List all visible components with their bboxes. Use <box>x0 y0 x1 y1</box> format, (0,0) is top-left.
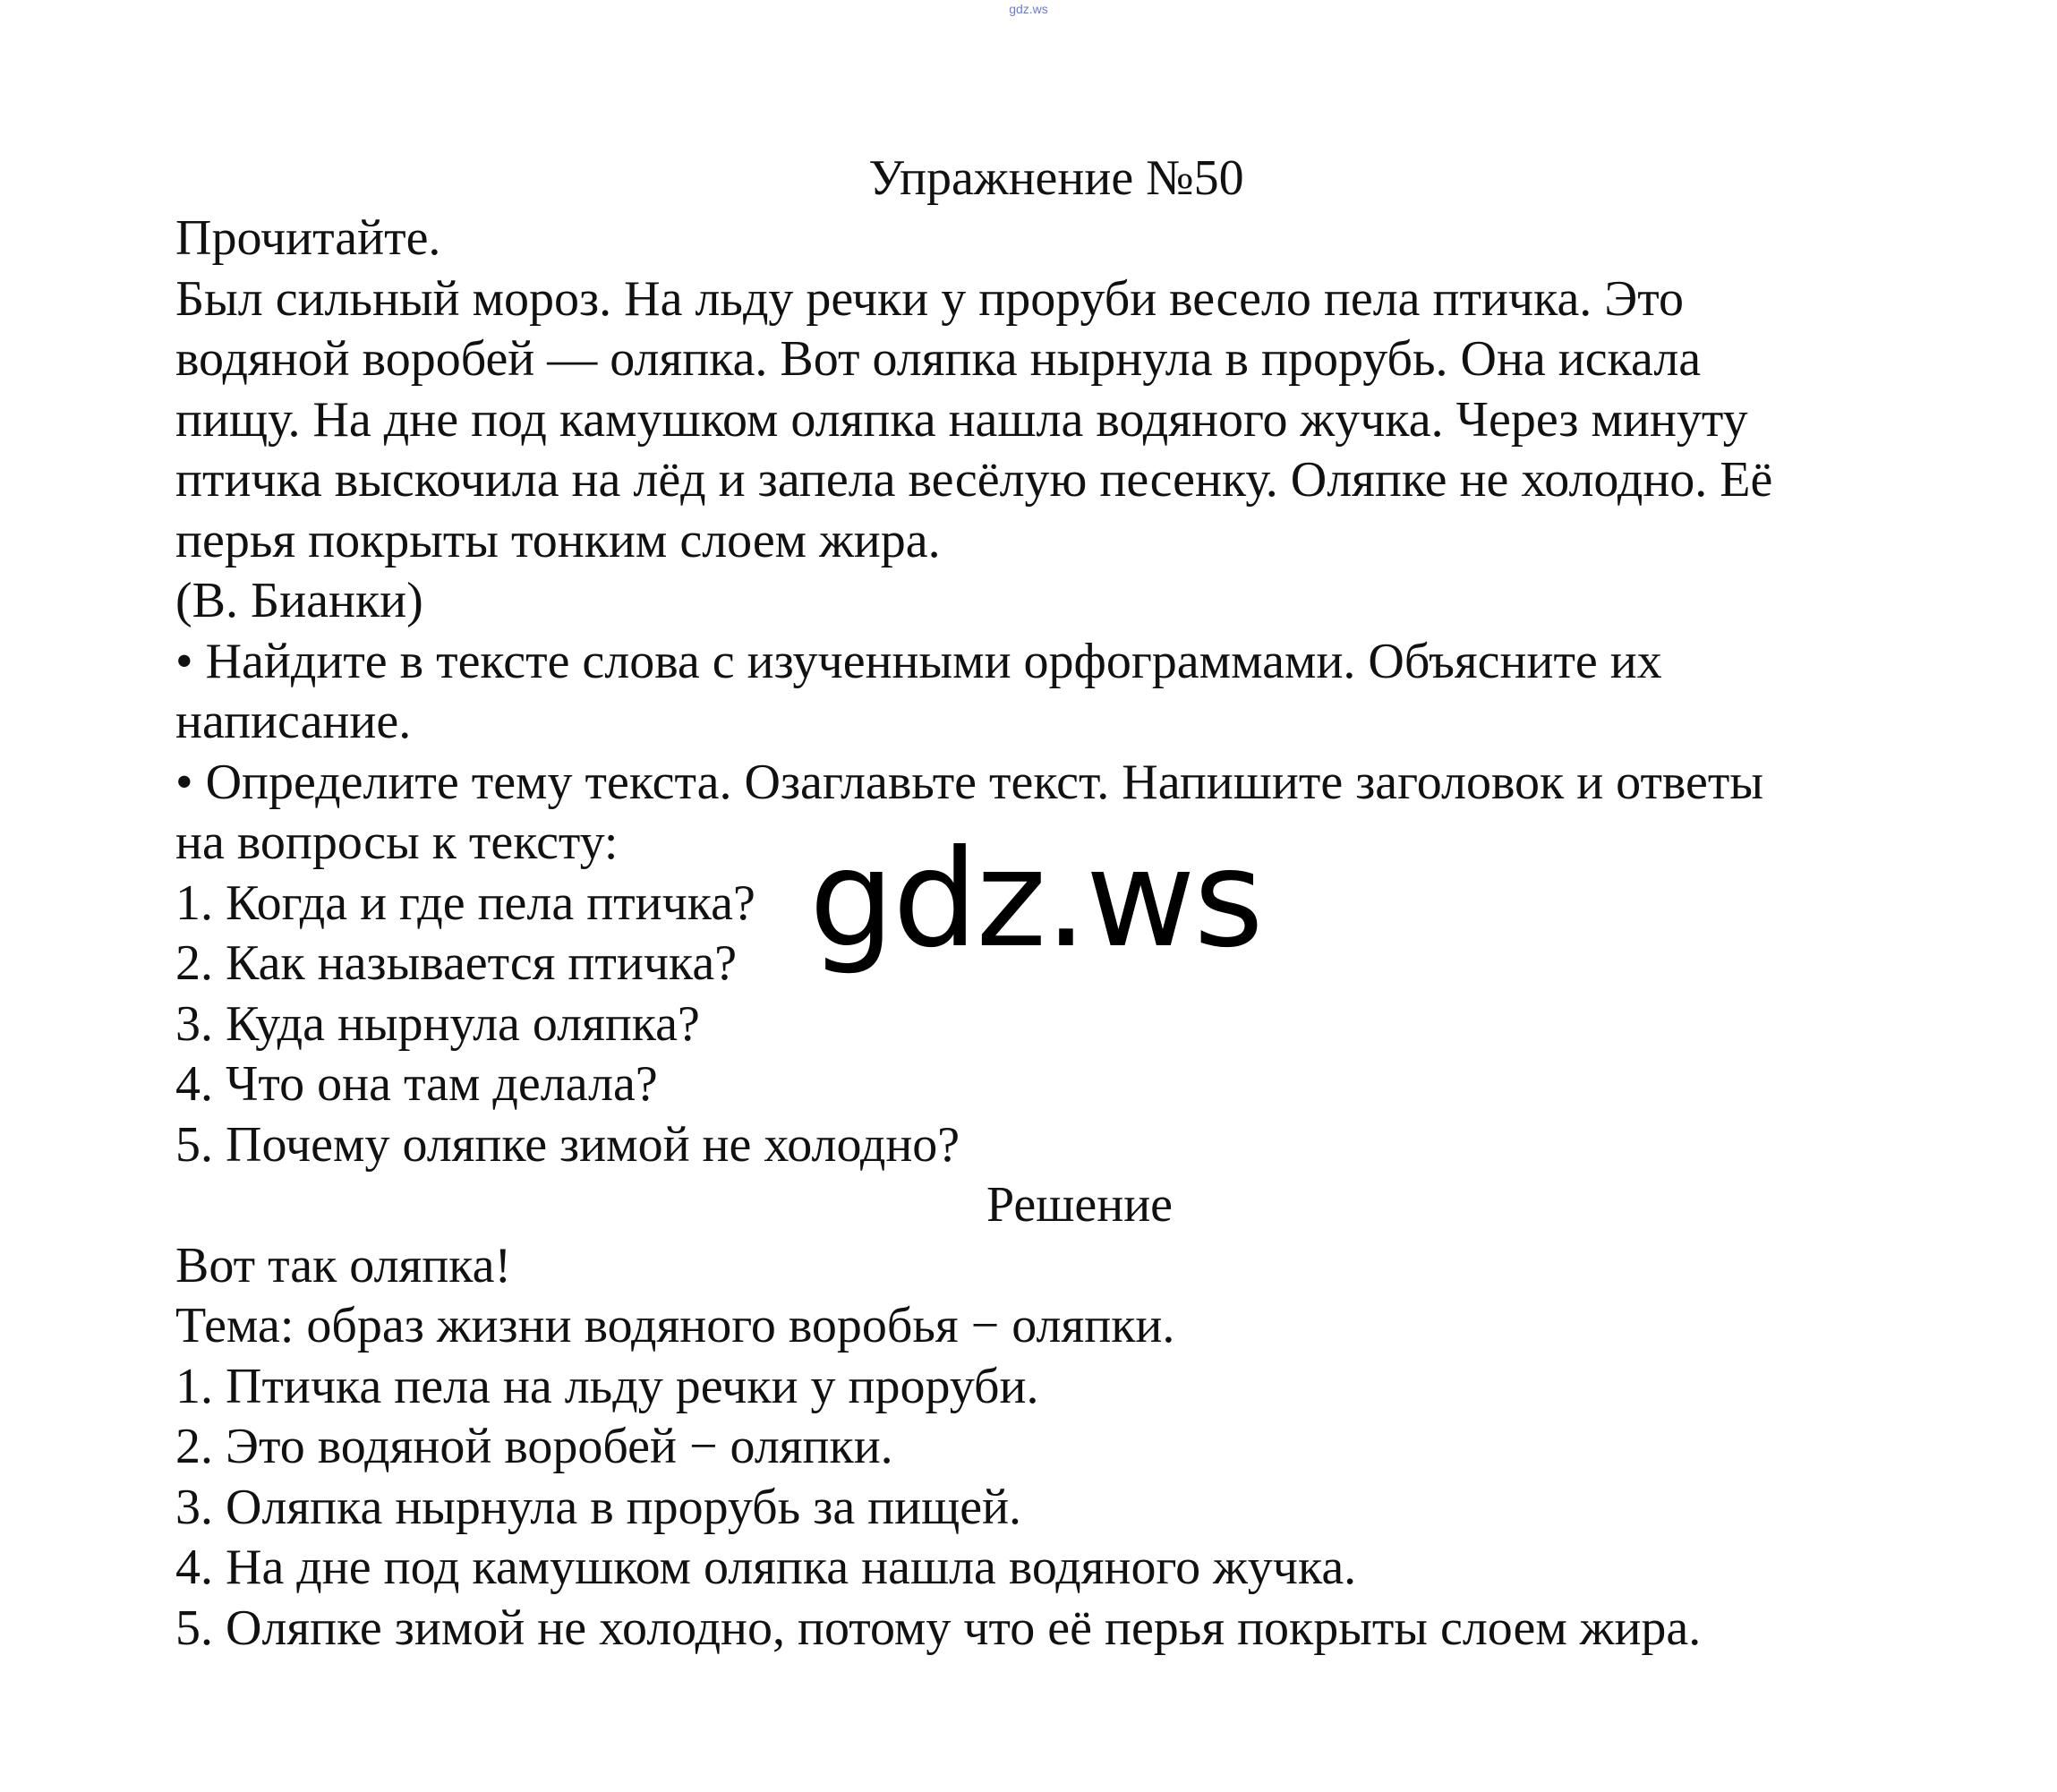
task-bullet-cont: написание. <box>175 694 412 749</box>
question-item: 3. Куда нырнула оляпка? <box>175 995 700 1052</box>
question-item: 4. Что она там делала? <box>175 1056 658 1112</box>
answer-item: 3. Оляпка нырнула в прорубь за пищей. <box>175 1479 1022 1535</box>
task-bullet: • Определите тему текста. Озаглавьте текст. Напишите заголовок и ответы <box>175 754 1763 810</box>
task-bullet-cont: на вопросы к тексту: <box>175 815 619 870</box>
answer-item: 5. Оляпке зимой не холодно, потому что её перья покрыты слоем жира. <box>175 1600 1702 1656</box>
answer-item: 2. Это водяной воробей − оляпки. <box>175 1419 893 1474</box>
text-line: перья покрыты тонким слоем жира. <box>175 512 941 568</box>
top-watermark-text: gdz.ws <box>1009 2 1048 16</box>
text-author: (В. Бианки) <box>175 573 423 628</box>
text-line: пищу. На дне под камушком оляпка нашла водяного жучка. Через минуту <box>175 391 1748 448</box>
answer-item: 4. На дне под камушком оляпка нашла водяного жучка. <box>175 1540 1357 1595</box>
task-bullet: • Найдите в тексте слова с изученными орфограммами. Объясните их <box>175 633 1662 689</box>
text-line: Был сильный мороз. На льду речки у проруби весело пела птичка. Это <box>175 270 1685 327</box>
text-line: водяной воробей — оляпка. Вот оляпка нырнула в прорубь. Она искала <box>175 331 1702 387</box>
text-line: птичка выскочила на лёд и запела весёлую песенку. Оляпке не холодно. Её <box>175 452 1773 508</box>
question-item: 5. Почему оляпке зимой не холодно? <box>175 1116 960 1173</box>
question-item: 2. Как называется птичка? <box>175 935 738 991</box>
instruction-read: Прочитайте. <box>175 210 441 266</box>
answer-theme: Тема: образ жизни водяного воробья − оляпки. <box>175 1298 1175 1353</box>
solution-heading: Решение <box>986 1177 1174 1233</box>
question-item: 1. Когда и где пела птичка? <box>175 875 755 931</box>
exercise-title: Упражнение №50 <box>868 150 1244 206</box>
answer-title: Вот так оляпка! <box>175 1237 512 1293</box>
site-watermark: gdz.ws <box>809 822 1262 977</box>
answer-item: 1. Птичка пела на льду речки у проруби. <box>175 1358 1039 1414</box>
